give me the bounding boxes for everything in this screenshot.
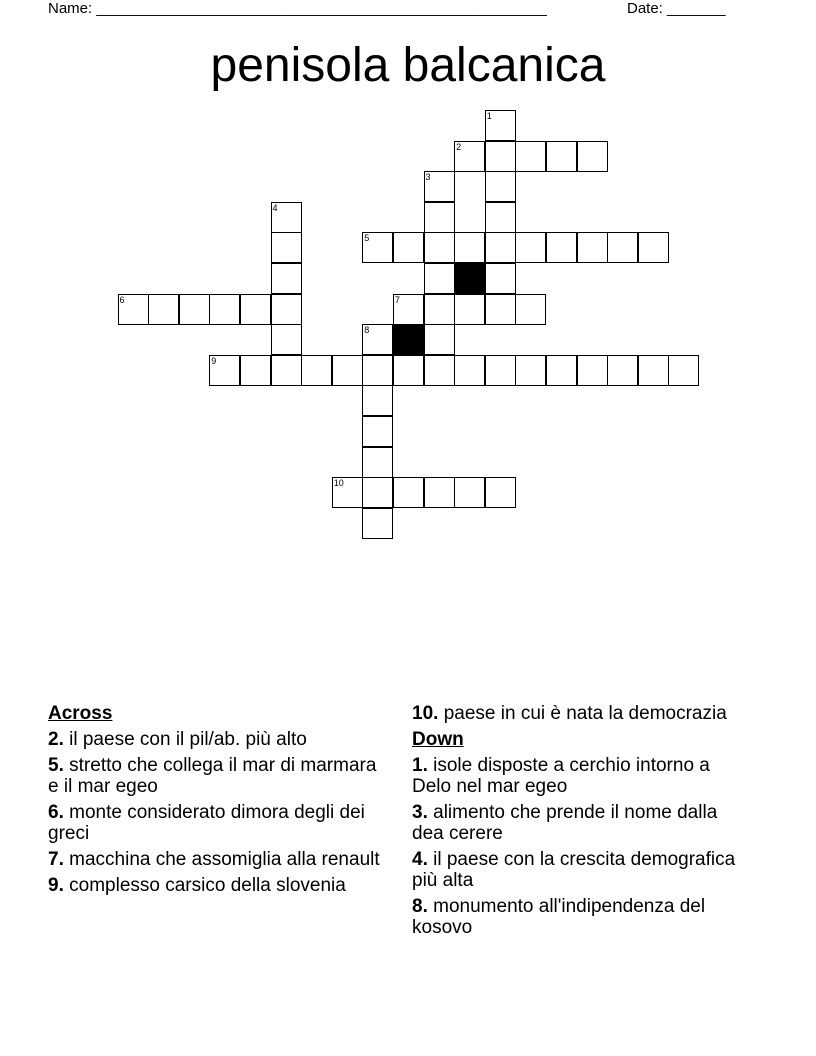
grid-cell[interactable] [485, 263, 516, 294]
clue-number: 3 [425, 172, 431, 183]
grid-cell[interactable] [485, 477, 516, 508]
clues-column-right [412, 703, 742, 943]
across-clue: 10. paese in cui è nata la democrazia [412, 703, 727, 724]
down-clue: 4. il paese con la crescita demografica più alta [412, 849, 736, 891]
grid-cell[interactable] [607, 355, 638, 386]
grid-cell[interactable] [393, 232, 424, 263]
grid-cell[interactable] [546, 232, 577, 263]
grid-cell[interactable] [454, 477, 485, 508]
grid-cell[interactable] [209, 294, 240, 325]
grid-cell[interactable] [638, 355, 669, 386]
across-heading: Across [48, 703, 113, 724]
grid-cell[interactable] [515, 232, 546, 263]
name-field-label: Name: ______________________________________________________ [48, 0, 547, 17]
grid-cell[interactable] [454, 232, 485, 263]
grid-cell[interactable] [362, 447, 393, 478]
grid-cell[interactable] [424, 294, 455, 325]
clue-number: 10 [333, 478, 344, 489]
down-heading: Down [412, 729, 464, 750]
grid-cell[interactable] [362, 477, 393, 508]
across-clue: 5. stretto che collega il mar di marmara e il mar egeo [48, 755, 377, 797]
across-clue: 6. monte considerato dimora degli dei greci [48, 802, 365, 844]
grid-cell[interactable] [424, 232, 455, 263]
grid-cell[interactable] [485, 171, 516, 202]
clue-number: 2 [456, 141, 462, 152]
grid-cell[interactable] [362, 385, 393, 416]
grid-cell[interactable] [485, 355, 516, 386]
grid-cell[interactable] [515, 355, 546, 386]
grid-cell[interactable] [485, 232, 516, 263]
clue-number: 7 [394, 294, 400, 305]
grid-cell[interactable] [515, 141, 546, 172]
grid-cell[interactable] [301, 355, 332, 386]
down-clue: 1. isole disposte a cerchio intorno a Delo nel mar egeo [412, 755, 710, 797]
grid-cell[interactable] [607, 232, 638, 263]
grid-cell[interactable] [515, 294, 546, 325]
grid-cell[interactable] [638, 232, 669, 263]
blocked-cell [393, 324, 424, 355]
grid-cell[interactable] [271, 324, 302, 355]
grid-cell[interactable] [424, 202, 455, 233]
grid-cell[interactable] [577, 141, 608, 172]
grid-cell[interactable] [485, 202, 516, 233]
clues-column-left [48, 703, 388, 901]
clue-number: 1 [486, 111, 492, 121]
grid-cell[interactable] [485, 141, 516, 172]
grid-cell[interactable] [271, 232, 302, 263]
grid-cell[interactable] [393, 477, 424, 508]
date-field-label: Date: _______ [627, 0, 726, 17]
grid-cell[interactable] [393, 355, 424, 386]
grid-cell[interactable] [148, 294, 179, 325]
puzzle-title: penisola balcanica [210, 39, 606, 92]
grid-cell[interactable] [546, 355, 577, 386]
blocked-cell [454, 263, 485, 294]
grid-cell[interactable] [271, 263, 302, 294]
grid-cell[interactable] [424, 263, 455, 294]
grid-cell[interactable] [454, 355, 485, 386]
grid-cell[interactable] [546, 141, 577, 172]
grid-cell[interactable] [179, 294, 210, 325]
grid-cell[interactable] [668, 355, 699, 386]
clue-number: 4 [272, 202, 278, 213]
grid-cell[interactable] [271, 355, 302, 386]
down-clue: 3. alimento che prende il nome dalla dea cerere [412, 802, 718, 844]
down-clue: 8. monumento all'indipendenza del kosovo [412, 896, 706, 938]
grid-cell[interactable] [240, 355, 271, 386]
grid-cell[interactable] [271, 294, 302, 325]
grid-cell[interactable] [454, 294, 485, 325]
grid-cell[interactable] [424, 477, 455, 508]
grid-cell[interactable] [240, 294, 271, 325]
grid-cell[interactable] [577, 232, 608, 263]
grid-cell[interactable] [424, 355, 455, 386]
grid-cell[interactable] [332, 355, 363, 386]
across-clue: 9. complesso carsico della slovenia [48, 875, 346, 896]
across-clue: 7. macchina che assomiglia alla renault [48, 849, 380, 870]
clue-number: 6 [119, 294, 125, 305]
grid-cell[interactable] [362, 508, 393, 539]
across-clue: 2. il paese con il pil/ab. più alto [48, 729, 307, 750]
grid-cell[interactable] [485, 294, 516, 325]
clue-number: 9 [211, 355, 217, 366]
grid-cell[interactable] [362, 355, 393, 386]
grid-cell[interactable] [362, 416, 393, 447]
clue-number: 5 [364, 233, 370, 244]
grid-cell[interactable] [424, 324, 455, 355]
grid-cell[interactable] [577, 355, 608, 386]
clue-number: 8 [364, 325, 370, 336]
